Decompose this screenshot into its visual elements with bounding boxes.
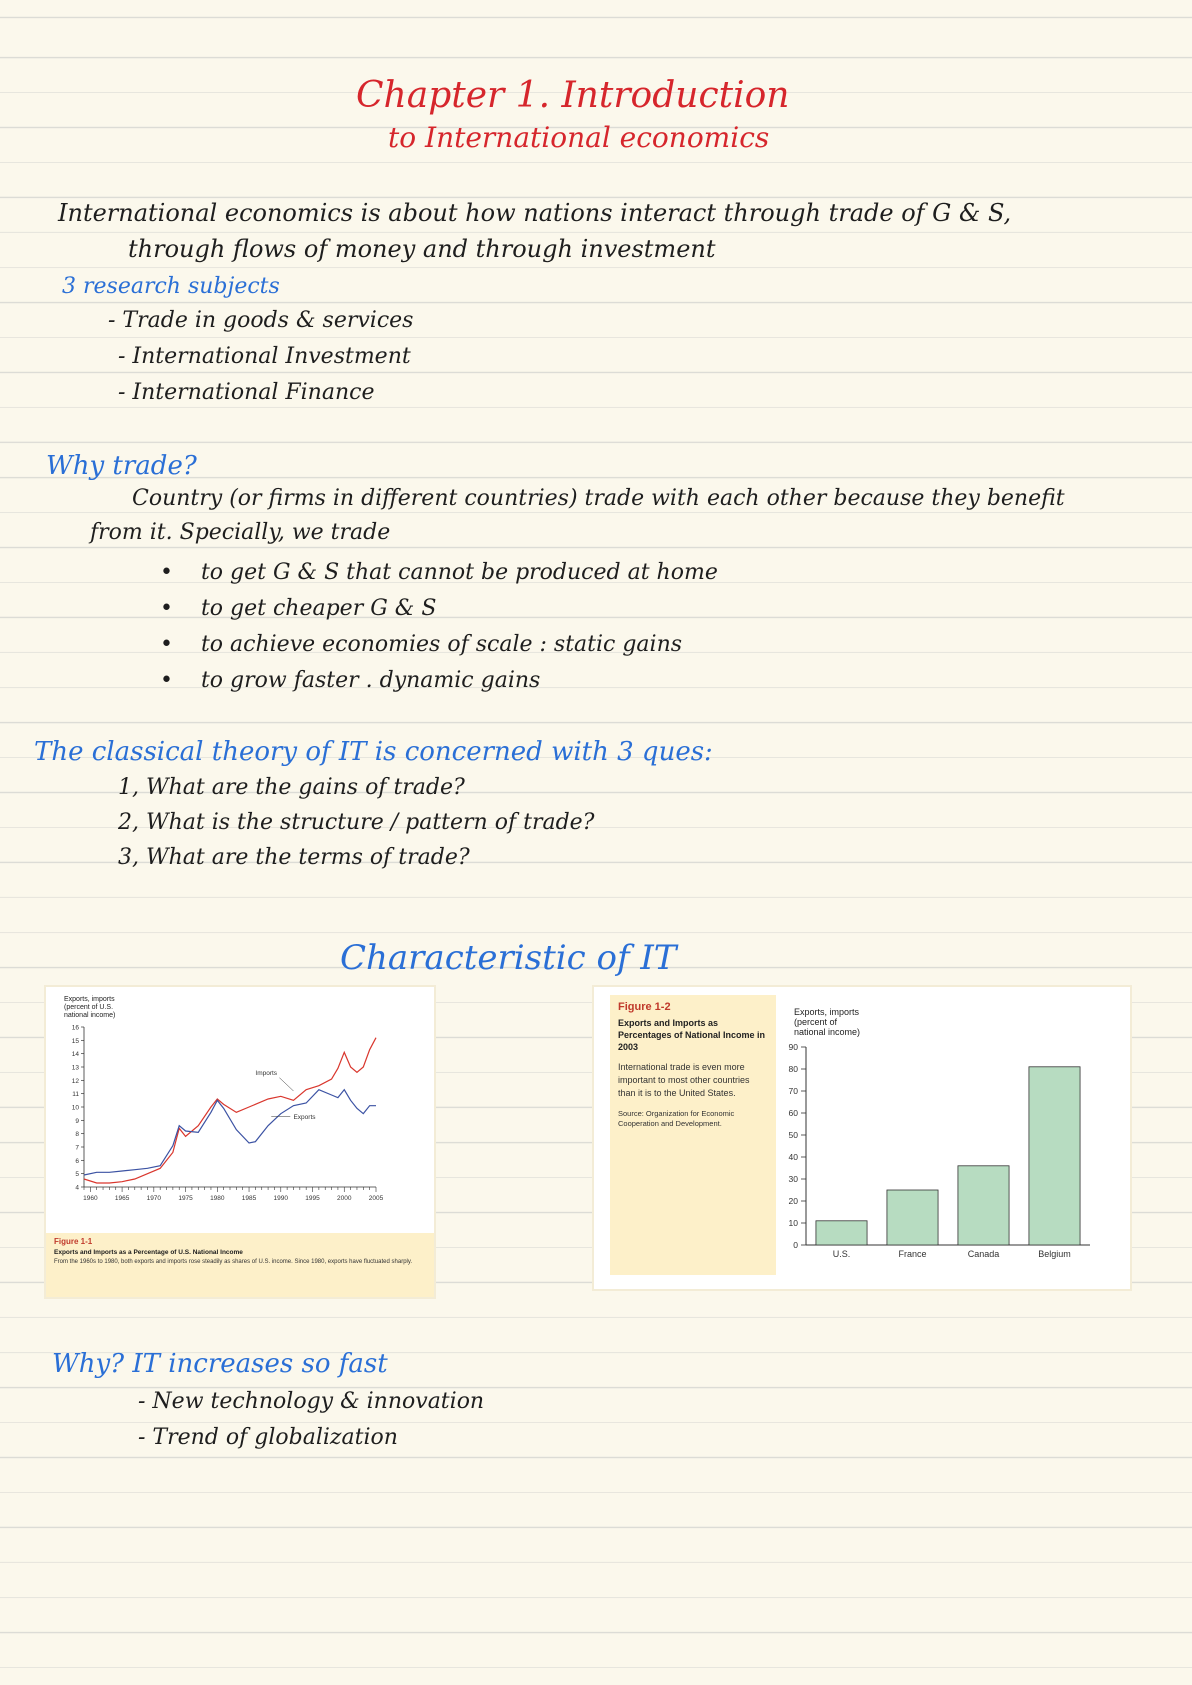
x-tick-label: U.S. [832,1249,851,1259]
y-tick-label: 0 [793,1240,798,1250]
y-tick-label: 60 [788,1108,798,1118]
bar-canada [958,1166,1009,1245]
x-tick-label: 1960 [83,1195,98,1202]
y-tick-label: 80 [788,1064,798,1074]
characteristic-heading: Characteristic of IT [340,938,677,978]
y-tick-label: 50 [788,1130,798,1140]
question-item: 1, What are the gains of trade? [118,775,465,800]
y-tick-label: 9 [75,1117,79,1125]
y-tick-label: 12 [71,1077,79,1085]
intro-line-1: International economics is about how nations interact through trade of G & S, [58,199,1012,227]
y-axis-label: national income) [794,1027,861,1037]
list-item: • to get cheaper G & S [160,596,437,621]
x-tick-label: 1980 [210,1195,225,1202]
y-tick-label: 10 [71,1104,79,1112]
why-trade-heading: Why trade? [46,451,197,481]
research-heading: 3 research subjects [62,274,280,299]
y-tick-label: 14 [71,1051,79,1059]
y-axis-label: Exports, imports [794,1007,860,1017]
y-tick-label: 10 [788,1218,798,1228]
page-subtitle: to International economics [388,121,770,154]
y-tick-label: 7 [75,1144,79,1152]
y-tick-label: 90 [788,1042,798,1052]
x-tick-label: 1995 [305,1195,320,1202]
why-trade-line-2: from it. Specially, we trade [90,520,391,545]
y-tick-label: 11 [72,1091,79,1099]
x-tick-label: 1975 [178,1195,193,1202]
figure-1-2 [592,985,1132,1291]
caption-body: International trade is even more important to most other countries than it is to the United States. [618,1062,750,1098]
x-tick-label: 1965 [114,1195,130,1202]
research-item: - International Finance [118,380,375,405]
classical-heading: The classical theory of IT is concerned with 3 ques: [34,737,713,767]
series-line-exports [84,1090,376,1175]
list-item-text: to get G & S that cannot be produced at home [200,560,718,585]
x-tick-label: 1990 [273,1195,289,1202]
why-it-heading: Why? IT increases so fast [52,1349,388,1379]
list-item: • to achieve economies of scale : static gains [160,632,683,657]
list-item: • to grow faster . dynamic gains [160,668,541,693]
question-item: 3, What are the terms of trade? [118,845,470,870]
intro-line-2: through flows of money and through investment [128,235,716,263]
y-tick-label: 8 [75,1131,79,1139]
y-tick-label: 30 [788,1174,798,1184]
x-tick-label: 1970 [146,1195,162,1202]
caption-label: Figure 1-1 [54,1237,93,1246]
figure-1-1-caption [46,1233,434,1297]
x-tick-label: Belgium [1038,1249,1071,1259]
bar-france [887,1190,938,1245]
list-item: • to get G & S that cannot be produced at home [160,560,718,585]
x-tick-label: France [898,1249,927,1259]
x-tick-label: 1985 [241,1195,257,1202]
list-item-text: to achieve economies of scale : static gains [200,632,683,657]
caption-body: From the 1960s to 1980, both exports and imports rose steadily as shares of U.S. income. Since 1980, exports have fluctuated sharply. [54,1259,413,1265]
y-tick-label: 4 [75,1184,79,1192]
series-label-exports: Exports [293,1114,316,1121]
list-item-text: to grow faster . dynamic gains [200,668,541,693]
series-line-imports [84,1038,376,1183]
y-tick-label: 13 [71,1064,79,1072]
y-axis-label: Exports, imports [64,996,115,1003]
y-tick-label: 5 [75,1171,79,1179]
caption-title: Exports and Imports as a Percentage of U.S. National Income [54,1249,243,1256]
bar-belgium [1029,1067,1080,1245]
y-axis-label: (percent of U.S. [64,1004,114,1011]
y-tick-label: 6 [75,1157,79,1165]
x-tick-label: Canada [967,1249,1000,1259]
caption-title: Exports and Imports as Percentages of National Income in 2003 [618,1018,766,1053]
list-item-text: to get cheaper G & S [200,596,437,621]
series-label-imports: Imports [255,1070,278,1077]
research-item: - Trade in goods & services [108,308,414,333]
y-axis-label: (percent of [794,1017,838,1027]
research-item: - International Investment [118,344,411,369]
question-item: 2, What is the structure / pattern of trade? [118,810,595,835]
why-it-item: - Trend of globalization [138,1425,398,1450]
why-it-item: - New technology & innovation [138,1389,485,1414]
y-axis-label: national income) [64,1012,116,1019]
y-tick-label: 70 [788,1086,798,1096]
y-tick-label: 40 [788,1152,798,1162]
figure-1-1 [44,985,436,1299]
bar-chart [594,987,1130,1289]
bar-us [816,1221,867,1245]
x-tick-label: 2000 [337,1195,352,1202]
caption-source: Source: Organization for Economic Cooperation and Development. [618,1109,735,1129]
y-tick-label: 20 [788,1196,798,1206]
caption-label: Figure 1-2 [618,1001,671,1013]
why-trade-line-1: Country (or firms in different countries) trade with each other because they benefit [132,486,1065,511]
line-chart [46,987,434,1233]
y-tick-label: 16 [71,1024,79,1032]
y-tick-label: 15 [71,1037,79,1045]
page-title: Chapter 1. Introduction [356,75,790,116]
x-tick-label: 2005 [368,1195,384,1202]
series-label-leader [279,1078,293,1091]
